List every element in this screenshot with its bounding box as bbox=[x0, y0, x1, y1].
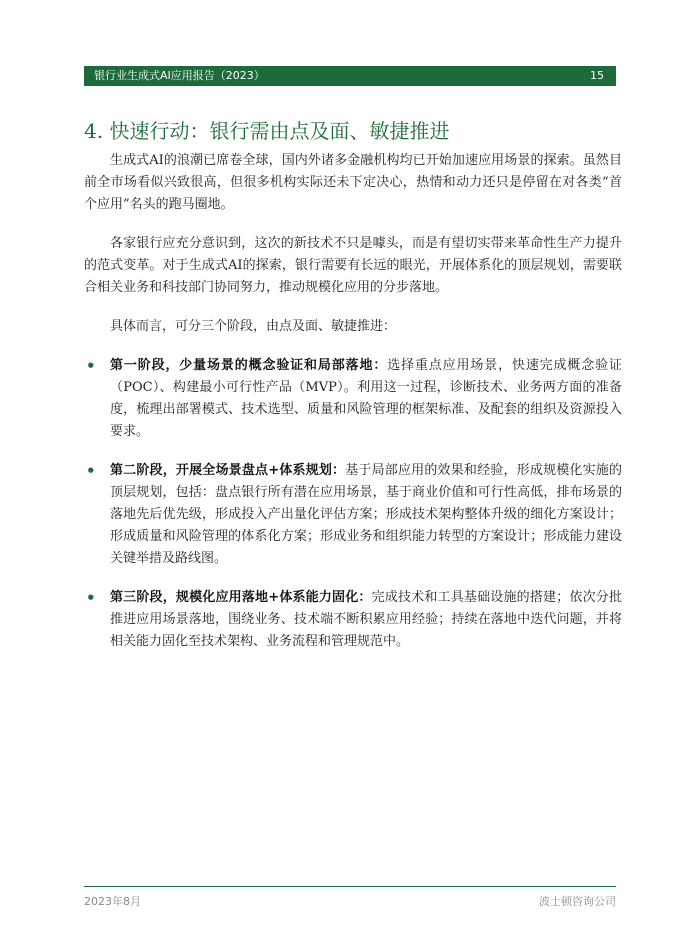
paragraph: 具体而言，可分三个阶段，由点及面、敏捷推进： bbox=[110, 319, 397, 334]
stage-text: 完成技术和工具基础设施的搭建；依次分批推进应用场景落地，围绕业务、技术端不断积累应用经验；持续在落地中迭代问题，并将相关能力固化至技术架构、业务流程和管理规范中。 bbox=[110, 590, 622, 649]
bullet-icon: • bbox=[86, 589, 96, 607]
body-content bbox=[84, 150, 622, 670]
section-title: 4. 快速行动：银行需由点及面、敏捷推进 bbox=[84, 119, 450, 143]
stage-lead: 第三阶段，规模化应用落地+体系能力固化： bbox=[110, 590, 372, 605]
stage-text: 选择重点应用场景，快速完成概念验证（POC）、构建最小可行性产品（MVP）。利用这一过程，诊断技术、业务两方面的准备度，梳理出部署模式、技术选型、质量和风险管理的框架标准、及配套的组织及资源投入要求。 bbox=[110, 358, 622, 439]
footer-organization: 波士顿咨询公司 bbox=[539, 895, 616, 908]
bullet-icon: • bbox=[86, 462, 96, 480]
footer-date: 2023年8月 bbox=[84, 895, 141, 908]
page-number: 15 bbox=[590, 69, 604, 82]
stage-item bbox=[84, 587, 622, 653]
stage-text: 基于局部应用的效果和经验，形成规模化实施的顶层规划，包括：盘点银行所有潜在应用场景，基于商业价值和可行性高低，排布场景的落地先后优先级，形成投入产出量化评估方案；形成技术架构整体升级的细化方案设计；形成质量和风险管理的体系化方案；形成业务和组织能力转型的方案设计；形成能力建设关键举措及路线图。 bbox=[110, 463, 622, 566]
paragraph: 各家银行应充分意识到，这次的新技术不只是噱头，而是有望切实带来革命性生产力提升的范式变革。对于生成式AI的探索，银行需要有长远的眼光，开展体系化的顶层规划，需要联合相关业务和科技部门协同努力，推动规模化应用的分步落地。 bbox=[84, 236, 622, 295]
report-title: 银行业生成式AI应用报告（2023） bbox=[94, 69, 265, 82]
stage-lead: 第二阶段，开展全场景盘点+体系规划： bbox=[110, 463, 346, 478]
header-bar bbox=[84, 66, 616, 86]
bullet-icon: • bbox=[86, 357, 96, 375]
stage-list bbox=[84, 355, 622, 653]
footer-divider bbox=[84, 886, 616, 887]
stage-item bbox=[84, 460, 622, 570]
paragraph: 生成式AI的浪潮已席卷全球，国内外诸多金融机构均已开始加速应用场景的探索。虽然目前全市场看似兴致很高，但很多机构实际还未下定决心，热情和动力还只是停留在对各类“首个应用”名头的跑马圈地。 bbox=[84, 153, 622, 212]
stage-lead: 第一阶段，少量场景的概念验证和局部落地： bbox=[110, 358, 388, 373]
stage-item bbox=[84, 355, 622, 443]
